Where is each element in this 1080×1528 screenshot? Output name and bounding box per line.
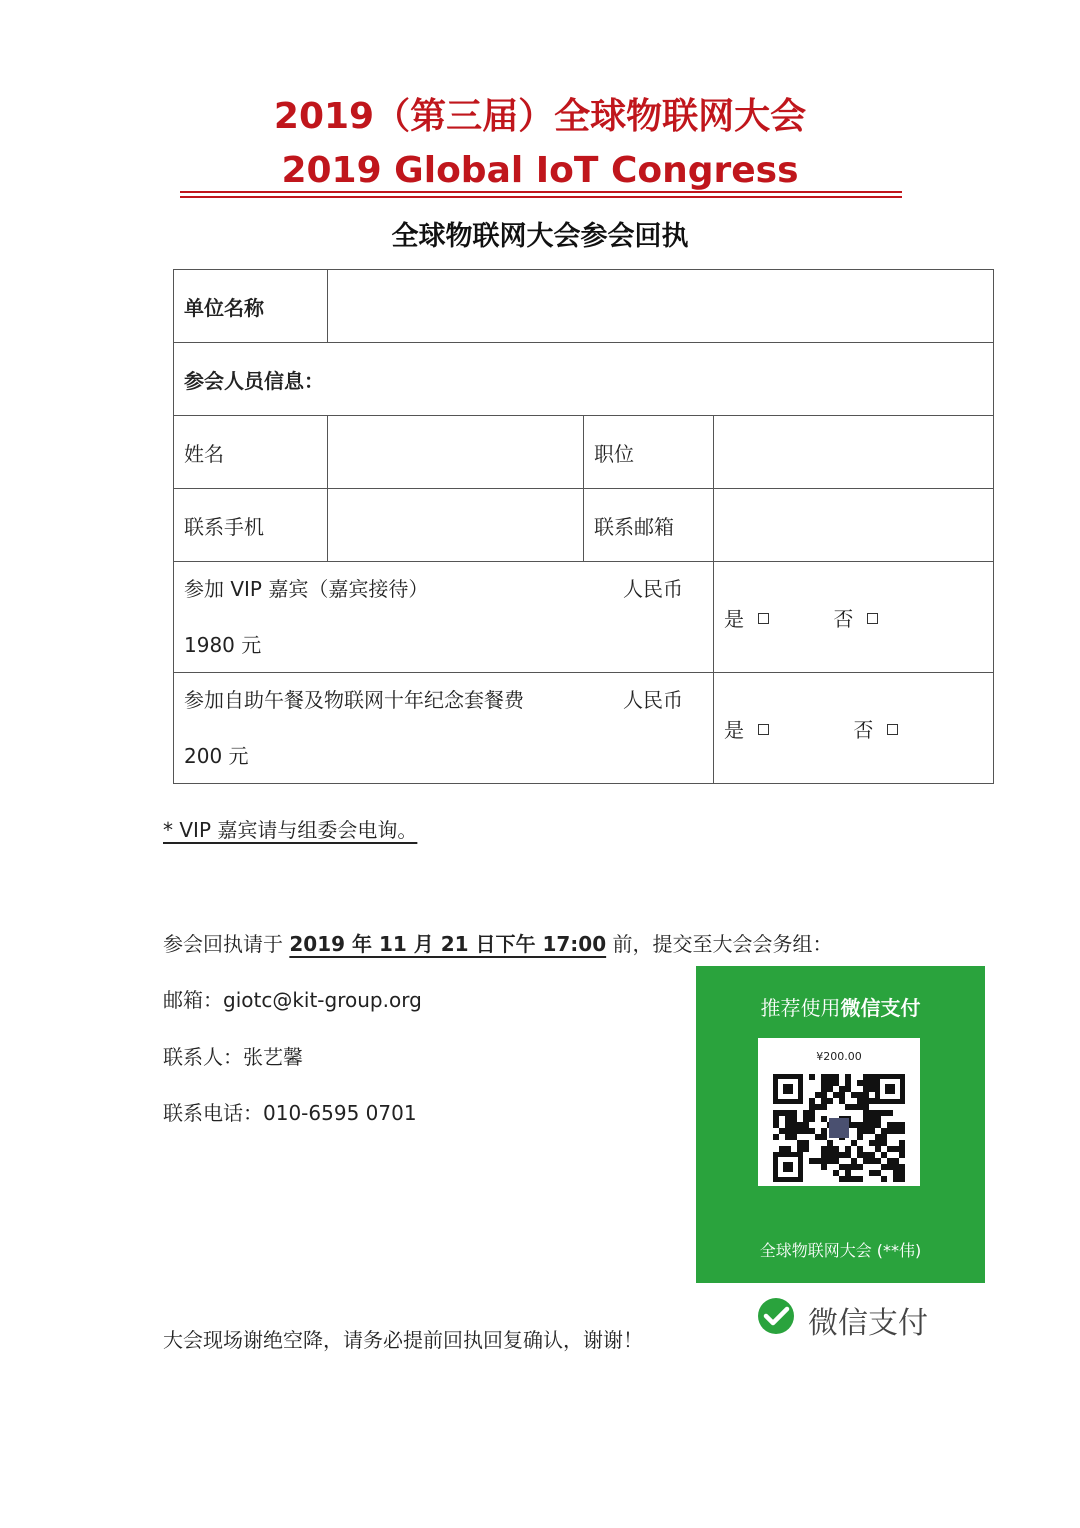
lunch-row [174, 673, 994, 784]
qr-amount: ¥200.00 [816, 1050, 862, 1063]
vip-no-checkbox[interactable] [867, 613, 878, 624]
vip-description [174, 562, 714, 673]
lunch-no-checkbox[interactable] [887, 724, 898, 735]
deadline-prefix: 参会回执请于 [163, 932, 290, 956]
name-input-cell[interactable] [328, 416, 584, 489]
lunch-currency: 人民币 [623, 688, 683, 712]
vip-note: * VIP 嘉宾请与组委会电询。 [163, 818, 418, 842]
attendee-header-row [174, 343, 994, 416]
lunch-price: 200 元 [184, 744, 249, 768]
deadline-date: 2019 年 11 月 21 日下午 17:00 [289, 932, 607, 956]
position-label: 职位 [584, 416, 714, 489]
position-input-cell[interactable] [714, 416, 994, 489]
title-chinese: 2019（第三届）全球物联网大会 [273, 96, 807, 137]
footer-note: 大会现场谢绝空降，请务必提前回执回复确认，谢谢！ [163, 1328, 643, 1352]
pay-heading [696, 992, 985, 1021]
vip-yes-checkbox[interactable] [758, 613, 769, 624]
vip-label: 参加 VIP 嘉宾（嘉宾接待） [184, 577, 429, 601]
form-subtitle: 全球物联网大会参会回执 [391, 221, 689, 252]
deadline-suffix: 前，提交至大会会务组： [606, 932, 833, 956]
vip-choice-cell [714, 562, 994, 673]
pay-heading-prefix: 推荐使用 [760, 996, 841, 1020]
contact-email: 邮箱：giotc@kit-group.org [163, 988, 422, 1012]
vip-currency: 人民币 [623, 577, 683, 601]
lunch-label: 参加自助午餐及物联网十年纪念套餐费 [184, 688, 524, 712]
title-english: 2019 Global IoT Congress [281, 150, 799, 191]
deadline-text [163, 928, 833, 957]
contact-phone: 联系电话：010-6595 0701 [163, 1101, 417, 1125]
org-row [174, 270, 994, 343]
attendee-label: 参会人员信息： [174, 343, 994, 416]
vip-yes-label: 是 [724, 606, 744, 631]
contact-person: 联系人：张艺馨 [163, 1045, 303, 1069]
lunch-no-label: 否 [853, 717, 874, 742]
wechat-pay-brand: 微信支付 [808, 1306, 928, 1341]
qr-card [758, 1038, 920, 1186]
phone-input-cell[interactable] [328, 489, 584, 562]
name-label: 姓名 [174, 416, 328, 489]
pay-heading-strong: 微信支付 [840, 996, 921, 1020]
email-input-cell[interactable] [714, 489, 994, 562]
lunch-yes-label: 是 [724, 717, 744, 742]
registration-table [173, 269, 994, 784]
vip-no-label: 否 [833, 606, 854, 631]
org-label: 单位名称 [174, 270, 328, 343]
phone-label: 联系手机 [174, 489, 328, 562]
lunch-choice-cell [714, 673, 994, 784]
title-divider-top [180, 191, 902, 193]
vip-row [174, 562, 994, 673]
wechat-pay-logo-icon [755, 1297, 799, 1337]
pay-payee: 全球物联网大会 (**伟) [759, 1241, 922, 1260]
lunch-yes-checkbox[interactable] [758, 724, 769, 735]
org-input-cell[interactable] [328, 270, 994, 343]
wechat-pay-card [696, 966, 985, 1283]
payment-qr-code[interactable] [773, 1074, 905, 1182]
name-row [174, 416, 994, 489]
title-divider-bottom [180, 196, 902, 198]
lunch-description [174, 673, 714, 784]
contact-row [174, 489, 994, 562]
email-label: 联系邮箱 [584, 489, 714, 562]
vip-price: 1980 元 [184, 633, 262, 657]
